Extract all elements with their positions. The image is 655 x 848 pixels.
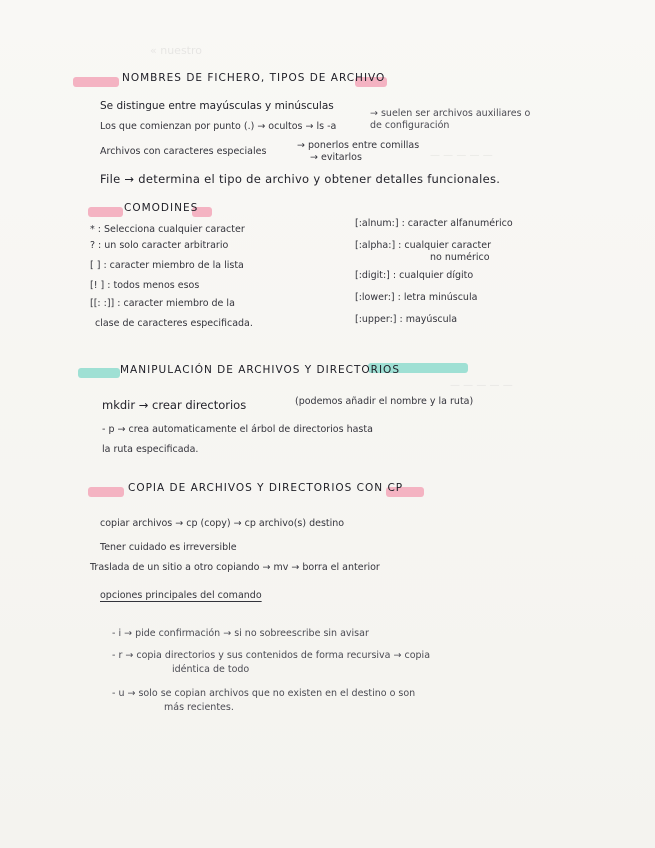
note-annotation: → suelen ser archivos auxiliares o de configuración <box>370 108 531 131</box>
wildcard-item: * : Selecciona cualquier caracter <box>90 224 245 235</box>
class-item: [:lower:] : letra minúscula <box>355 292 478 303</box>
section-title-manipulacion: MANIPULACIÓN DE ARCHIVOS Y DIRECTORIOS <box>120 364 400 376</box>
class-item: no numérico <box>430 252 490 263</box>
option-item: más recientes. <box>164 702 234 713</box>
wildcard-item: ? : un solo caracter arbitrario <box>90 240 229 251</box>
wildcard-item: [ ] : caracter miembro de la lista <box>90 260 244 271</box>
class-item: [:alnum:] : caracter alfanumérico <box>355 218 513 229</box>
note-line: Archivos con caracteres especiales <box>100 146 267 157</box>
note-line: Traslada de un sitio a otro copiando → mv → borra el anterior <box>90 562 380 573</box>
ghost-text: « nuestro <box>150 44 202 57</box>
note-annotation: (podemos añadir el nombre y la ruta) <box>295 396 474 407</box>
class-item: [:alpha:] : cualquier caracter <box>355 240 492 251</box>
highlight-pink <box>73 77 119 87</box>
ghost-text-bleed-2: — — — — — <box>450 380 513 391</box>
note-line: → evitarlos <box>310 152 362 163</box>
note-line: la ruta especificada. <box>102 444 199 455</box>
note-line: - p → crea automaticamente el árbol de directorios hasta <box>102 424 373 435</box>
wildcard-item: clase de caracteres especificada. <box>95 318 253 329</box>
highlight-pink <box>88 207 123 217</box>
section-title-comodines: COMODINES <box>124 202 199 214</box>
highlight-teal <box>78 368 120 378</box>
wildcard-item: [[: :]] : caracter miembro de la <box>90 298 235 309</box>
note-line: copiar archivos → cp (copy) → cp archivo(s) destino <box>100 518 345 529</box>
class-item: [:digit:] : cualquier dígito <box>355 270 474 281</box>
option-item: - r → copia directorios y sus contenidos de forma recursiva → copia <box>112 650 431 661</box>
option-item: - i → pide confirmación → si no sobreescribe sin avisar <box>112 628 369 639</box>
highlight-pink <box>88 487 124 497</box>
note-line: → ponerlos entre comillas <box>297 140 420 151</box>
section-title-nombres: NOMBRES DE FICHERO, TIPOS DE ARCHIVO <box>122 72 386 84</box>
class-item: [:upper:] : mayúscula <box>355 314 458 325</box>
note-line: Tener cuidado es irreversible <box>100 542 237 553</box>
note-line: Se distingue entre mayúsculas y minúsculas <box>100 100 334 112</box>
note-line: File → determina el tipo de archivo y obtener detalles funcionales. <box>100 172 501 186</box>
wildcard-item: [! ] : todos menos esos <box>90 280 200 291</box>
options-title: opciones principales del comando <box>100 590 262 601</box>
note-line: mkdir → crear directorios <box>102 398 247 412</box>
ghost-text-bleed: — — — — — <box>430 150 493 161</box>
option-item: - u → solo se copian archivos que no existen en el destino o son <box>112 688 416 699</box>
section-title-copia: COPIA DE ARCHIVOS Y DIRECTORIOS CON CP <box>128 482 404 494</box>
option-item: idéntica de todo <box>172 664 250 675</box>
note-line: Los que comienzan por punto (.) → ocultos → ls -a <box>100 121 337 132</box>
